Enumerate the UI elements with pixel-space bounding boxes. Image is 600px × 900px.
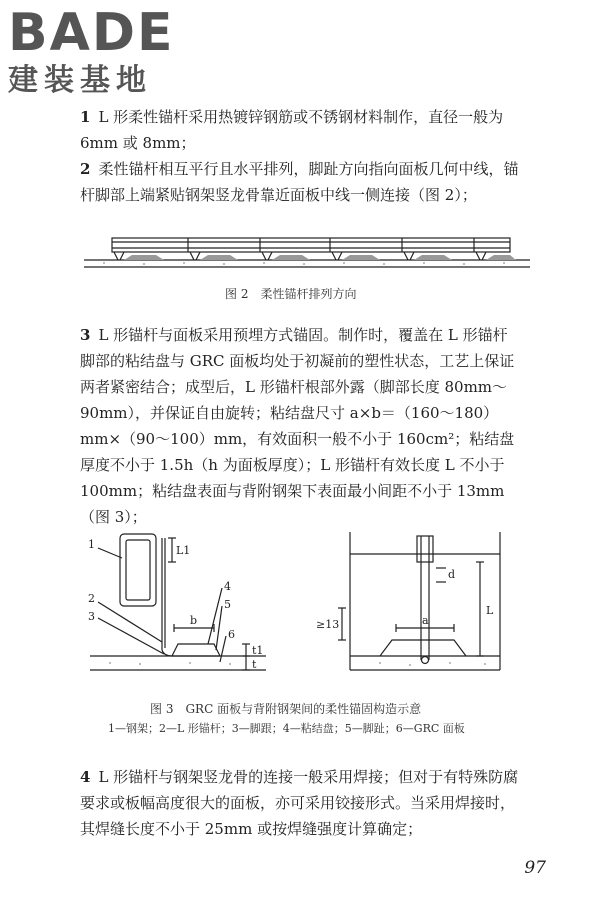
figure-2-diagram	[84, 234, 530, 274]
logo-brand: BADE	[8, 3, 175, 63]
label-b: b	[190, 614, 198, 627]
item-number: 3	[80, 326, 91, 344]
figure-3-diagram	[80, 524, 520, 690]
item-text: L 形锚杆与面板采用预埋方式锚固。制作时，覆盖在 L 形锚杆脚部的粘结盘与 GRC 面板均处于初凝前的塑性状态，工艺上保证两者紧密结合；成型后，L 形锚杆根部外露（脚部长度 80mm～90mm），并保证自由旋转；粘结盘尺寸 a×b＝（160～180）mm×（90～100）mm，有效面积一般不小于 160cm²；粘结盘厚度不小于 1.5h（h 为面板厚度）；L 形锚杆有效长度 L 不小于 100mm；粘结盘表面与背附钢架下表面最小间距不小于 13mm（图 3）；	[80, 326, 515, 526]
page-number: 97	[524, 858, 546, 878]
label-a: a	[422, 614, 429, 627]
label-6: 6	[228, 628, 235, 641]
figure-3-caption: 图 3 GRC 面板与背附钢架间的柔性锚固构造示意	[150, 702, 422, 716]
item-number: 2	[80, 160, 91, 178]
item-number: 1	[80, 108, 91, 126]
label-L1: L1	[176, 544, 191, 557]
label-t1: t1	[252, 644, 264, 657]
item-text: L 形柔性锚杆采用热镀锌钢筋或不锈钢材料制作，直径一般为 6mm 或 8mm；	[80, 108, 504, 152]
label-d: d	[448, 568, 456, 581]
label-t: t	[252, 658, 257, 671]
paragraph-1	[80, 104, 520, 156]
paragraph-2	[80, 156, 520, 208]
label-5: 5	[224, 598, 231, 611]
label-L: L	[486, 604, 494, 617]
figure-2-caption: 图 2 柔性锚杆排列方向	[225, 287, 357, 301]
label-min-13: ≥13	[316, 618, 340, 631]
item-number: 4	[80, 768, 91, 786]
label-4: 4	[224, 580, 231, 593]
label-1: 1	[88, 538, 95, 551]
item-text: 柔性锚杆相互平行且水平排列，脚趾方向指向面板几何中线，锚杆脚部上端紧贴钢架竖龙骨靠近面板中线一侧连接（图 2）；	[80, 160, 519, 204]
paragraph-3	[80, 322, 520, 530]
publisher-logo	[8, 4, 175, 98]
label-2: 2	[88, 592, 95, 605]
label-3: 3	[88, 610, 95, 623]
logo-subtitle: 建装基地	[8, 63, 152, 98]
paragraph-4	[80, 764, 520, 842]
item-text: L 形锚杆与钢架竖龙骨的连接一般采用焊接；但对于有特殊防腐要求或板幅高度很大的面板，亦可采用铰接形式。当采用焊接时，其焊缝长度不小于 25mm 或按焊缝强度计算确定；	[80, 768, 519, 838]
figure-3-legend: 1—钢架；2—L 形锚杆；3—脚跟；4—粘结盘；5—脚趾；6—GRC 面板	[108, 722, 465, 735]
